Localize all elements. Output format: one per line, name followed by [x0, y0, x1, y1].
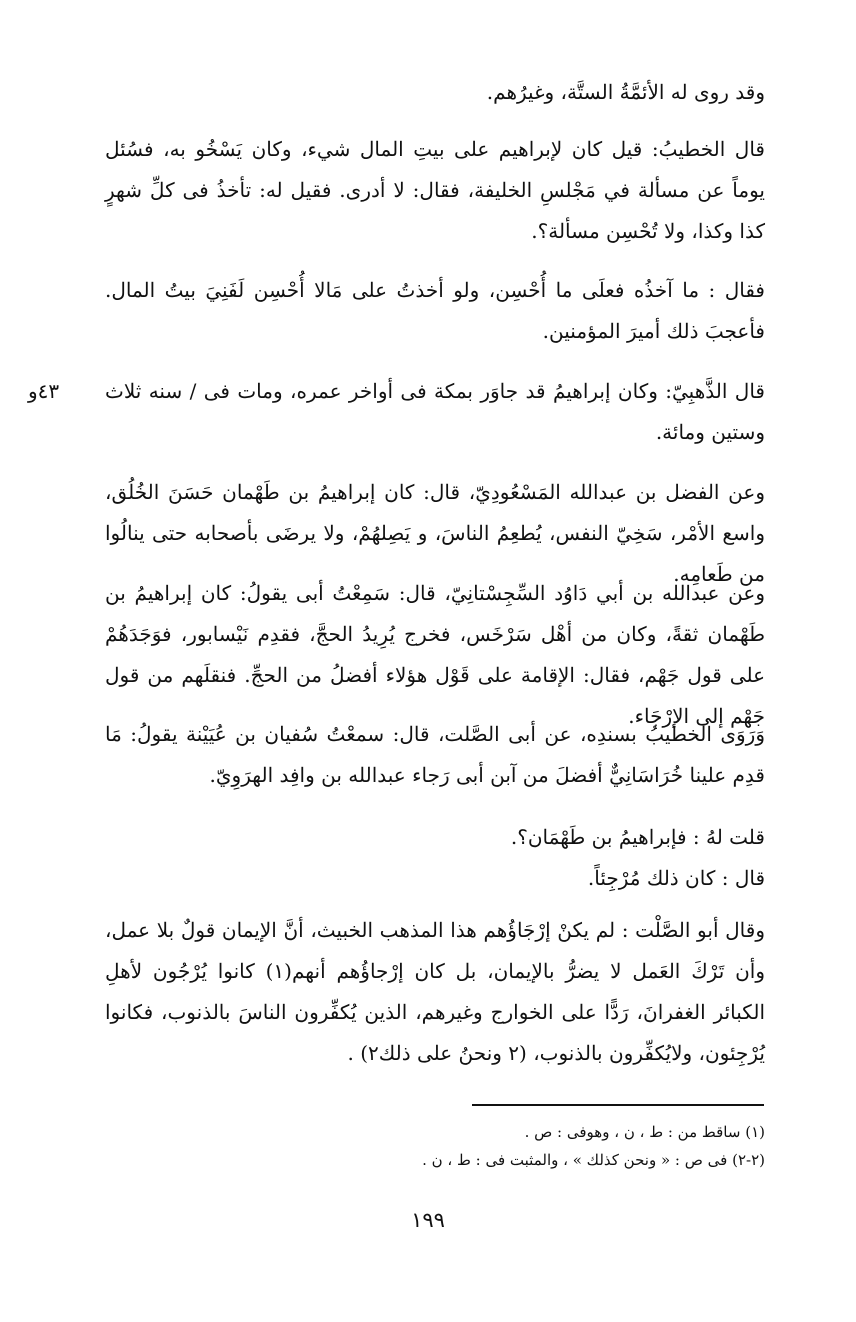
paragraph-abi-salt-narration: وَرَوَى الخطيبُ بسندِه، عن أبى الصَّلت، قال: سمعْتُ سُفيان بن عُيَيْنة يقولُ: مَا قدِم علينا خُرَاسَانِيٌّ أفضلَ من آبن أبى رَجاء عبدالله بن وافِد الهرَوِيّ.	[105, 722, 765, 787]
paragraph-dialogue: قلت لهُ : فإبراهيمُ بن طَهْمَان؟. قال : كان ذلك مُرْجِئاً.	[510, 825, 765, 890]
footnote-1: (١) ساقط من : ط ، ن ، وهوفى : ص .	[524, 1123, 765, 1141]
paragraph-irja-explanation: وقال أبو الصَّلْت : لم يكنْ إرْجَاؤُهم هذا المذهب الخبيث، أنَّ الإيمان قولٌ بلا عمل، وأن تَرْكَ العَمل لا يضرُّ بالإيمان، بل كان إرْجاؤُهم أنهم(١) كانوا يُرْجُون لأهلِ الكبائر الغفرانَ، رَدًّا على الخوارج وغيرهم، الذين يُكفِّرون الناسَ بالذنوب، فكانوا يُرْجِئون، ولايُكفِّرون بالذنوب، (٢ ونحنُ على ذلك٢) .	[105, 918, 765, 1065]
paragraph-sijistani: وعن عبدالله بن أبي دَاوُد السِّجِسْتانِيّ، قال: سَمِعْتُ أبى يقولُ: كان إبراهيمُ بن طَهْمان ثقةً، وكان من أهْل سَرْخَس، فخرج يُرِيدُ الحجَّ، فقدِم نَيْسابور، فوَجَدَهُمْ على قول جَهْم، فقال: الإقامة على قَوْل هؤلاء أفضلُ من الحجِّ. فنقلَهم من قول جَهْم إلى الإرْجَاء.	[105, 581, 765, 728]
footnote-2: (٢-٢) فى ص : « ونحن كذلك » ، والمثبت فى : ط ، ن .	[422, 1151, 765, 1169]
footnote-divider	[472, 1104, 764, 1106]
page-number: ١٩٩	[411, 1208, 445, 1232]
folio-margin-note: ٤٣و	[28, 379, 60, 403]
paragraph-ibrahim-reply: فقال : ما آخذُه فعلَى ما أُحْسِن، ولو أخذتُ على مَالا أُحْسِن لَفَنِيَ بيتُ المال. فأعجبَ ذلك أميرَ المؤمنين.	[105, 278, 765, 343]
paragraph-narrators: وقد روى له الأئمَّةُ الستَّة، وغيرُهم.	[486, 80, 765, 104]
paragraph-masudi: وعن الفضل بن عبدالله المَسْعُودِيّ، قال: كان إبراهيمُ بن طَهْمان حَسَنَ الخُلُق، واسع الأمْر، سَخِيّ النفس، يُطعِمُ الناسَ، و يَصِلهُمْ، ولا يرضَى بأصحابه حتى ينالُوا من طَعامِه.	[105, 480, 765, 586]
paragraph-khatib-account: قال الخطيبُ: قيل كان لإبراهيم على بيتِ المال شيء، وكان يَسْخُو به، فسُئل يوماً عن مسألة في مَجْلسِ الخليفة، فقال: لا أدرى. فقيل له: تأخذُ فى كلِّ شهرٍ كذا وكذا، ولا تُحْسِن مسألة؟.	[105, 137, 765, 243]
paragraph-dhahabi: قال الذَّهبِيّ: وكان إبراهيمُ قد جاوَر بمكة فى أواخر عمره، ومات فى / سنه ثلاث وستين ومائة.	[105, 379, 765, 444]
